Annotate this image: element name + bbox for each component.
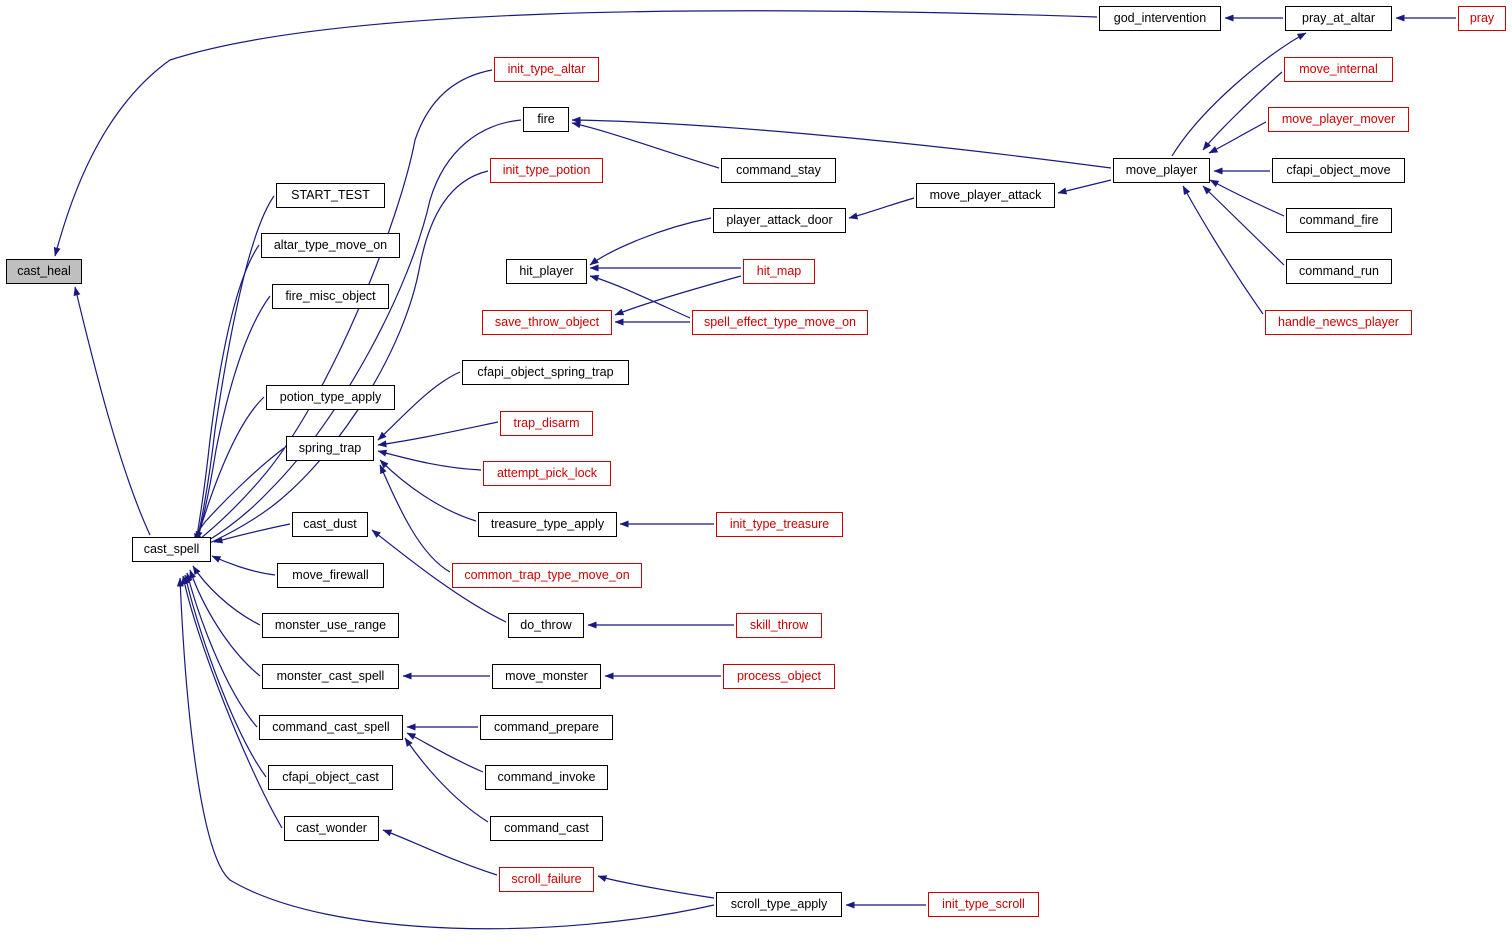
node-label: command_stay <box>736 163 821 178</box>
node-command_stay[interactable] <box>721 158 836 183</box>
node-command_cast[interactable] <box>490 816 603 841</box>
node-label: init_type_treasure <box>729 517 830 532</box>
node-label: init_type_potion <box>502 163 591 178</box>
node-command_invoke[interactable] <box>485 765 608 790</box>
node-cast_spell[interactable] <box>132 537 211 562</box>
node-label: command_run <box>1299 264 1379 279</box>
node-label: hit_player <box>519 264 574 279</box>
node-label: trap_disarm <box>513 416 580 431</box>
node-monster_use_range[interactable] <box>262 613 399 638</box>
node-label: cast_dust <box>303 517 357 532</box>
node-label: hit_map <box>756 264 802 279</box>
node-label: scroll_type_apply <box>730 897 828 912</box>
node-potion_type_apply[interactable] <box>266 385 395 410</box>
node-pray[interactable] <box>1458 6 1506 31</box>
node-label: altar_type_move_on <box>273 238 388 253</box>
node-label: monster_cast_spell <box>276 669 385 684</box>
node-label: fire <box>537 112 555 127</box>
node-cfapi_object_move[interactable] <box>1272 158 1405 183</box>
node-label: pray <box>1469 11 1495 26</box>
node-label: command_fire <box>1299 213 1379 228</box>
node-skill_throw[interactable] <box>736 613 822 638</box>
node-label: pray_at_altar <box>1302 11 1375 26</box>
node-attempt_pick_lock[interactable] <box>483 461 611 486</box>
node-label: cast_heal <box>17 264 71 279</box>
node-cfapi_object_spring_trap[interactable] <box>462 360 629 385</box>
node-spring_trap[interactable] <box>286 436 374 461</box>
node-label: god_intervention <box>1113 11 1207 26</box>
node-init_type_scroll[interactable] <box>928 892 1039 917</box>
node-label: process_object <box>736 669 822 684</box>
node-move_firewall[interactable] <box>277 563 384 588</box>
node-label: move_monster <box>505 669 588 684</box>
node-cast_wonder[interactable] <box>284 816 379 841</box>
node-label: handle_newcs_player <box>1278 315 1399 330</box>
node-label: cfapi_object_spring_trap <box>477 365 614 380</box>
node-label: move_firewall <box>292 568 369 583</box>
node-label: START_TEST <box>291 188 370 203</box>
node-treasure_type_apply[interactable] <box>478 512 617 537</box>
node-label: scroll_failure <box>511 872 582 887</box>
node-pray_at_altar[interactable] <box>1285 6 1392 31</box>
node-fire_misc_object[interactable] <box>272 284 389 309</box>
node-START_TEST[interactable] <box>276 183 385 208</box>
node-label: init_type_altar <box>507 62 586 77</box>
node-cast_heal[interactable] <box>6 259 82 284</box>
node-move_internal[interactable] <box>1284 57 1393 82</box>
node-label: command_cast_spell <box>272 720 390 735</box>
node-altar_type_move_on[interactable] <box>261 233 400 258</box>
node-move_player_mover[interactable] <box>1268 107 1409 132</box>
node-hit_player[interactable] <box>506 259 587 284</box>
node-label: spring_trap <box>298 441 362 456</box>
node-label: player_attack_door <box>726 213 833 228</box>
node-god_intervention[interactable] <box>1099 6 1221 31</box>
node-fire[interactable] <box>523 107 569 132</box>
node-label: monster_use_range <box>274 618 387 633</box>
node-label: command_cast <box>504 821 589 836</box>
node-label: common_trap_type_move_on <box>464 568 630 583</box>
node-label: spell_effect_type_move_on <box>704 315 856 330</box>
node-label: fire_misc_object <box>285 289 376 304</box>
node-label: treasure_type_apply <box>490 517 605 532</box>
node-hit_map[interactable] <box>743 259 815 284</box>
node-move_monster[interactable] <box>492 664 601 689</box>
node-label: attempt_pick_lock <box>496 466 598 481</box>
node-init_type_altar[interactable] <box>494 57 599 82</box>
node-init_type_treasure[interactable] <box>716 512 843 537</box>
node-command_fire[interactable] <box>1286 208 1392 233</box>
node-label: move_player_attack <box>929 188 1042 203</box>
node-cast_dust[interactable] <box>292 512 368 537</box>
node-monster_cast_spell[interactable] <box>262 664 399 689</box>
node-spell_effect_type_move_on[interactable] <box>692 310 868 335</box>
node-do_throw[interactable] <box>508 613 584 638</box>
node-label: move_player <box>1125 163 1198 178</box>
node-command_prepare[interactable] <box>480 715 613 740</box>
node-command_cast_spell[interactable] <box>259 715 403 740</box>
node-label: move_player_mover <box>1281 112 1396 127</box>
node-label: init_type_scroll <box>942 897 1025 912</box>
node-label: cfapi_object_move <box>1286 163 1391 178</box>
node-label: move_internal <box>1299 62 1378 77</box>
node-label: cast_spell <box>143 542 200 557</box>
node-label: command_invoke <box>497 770 596 785</box>
node-label: potion_type_apply <box>279 390 382 405</box>
node-move_player_attack[interactable] <box>916 183 1055 208</box>
node-label: save_throw_object <box>494 315 600 330</box>
node-label: do_throw <box>520 618 572 633</box>
node-command_run[interactable] <box>1286 259 1392 284</box>
node-label: cast_wonder <box>296 821 367 836</box>
node-save_throw_object[interactable] <box>482 310 612 335</box>
node-label: skill_throw <box>749 618 809 633</box>
node-scroll_type_apply[interactable] <box>716 892 842 917</box>
node-scroll_failure[interactable] <box>499 867 594 892</box>
node-handle_newcs_player[interactable] <box>1265 310 1412 335</box>
node-common_trap_type_move_on[interactable] <box>452 563 642 588</box>
node-player_attack_door[interactable] <box>713 208 846 233</box>
node-move_player[interactable] <box>1113 158 1210 183</box>
node-label: command_prepare <box>494 720 599 735</box>
node-init_type_potion[interactable] <box>490 158 603 183</box>
node-label: cfapi_object_cast <box>282 770 379 785</box>
node-trap_disarm[interactable] <box>500 411 593 436</box>
node-process_object[interactable] <box>723 664 835 689</box>
node-cfapi_object_cast[interactable] <box>268 765 393 790</box>
